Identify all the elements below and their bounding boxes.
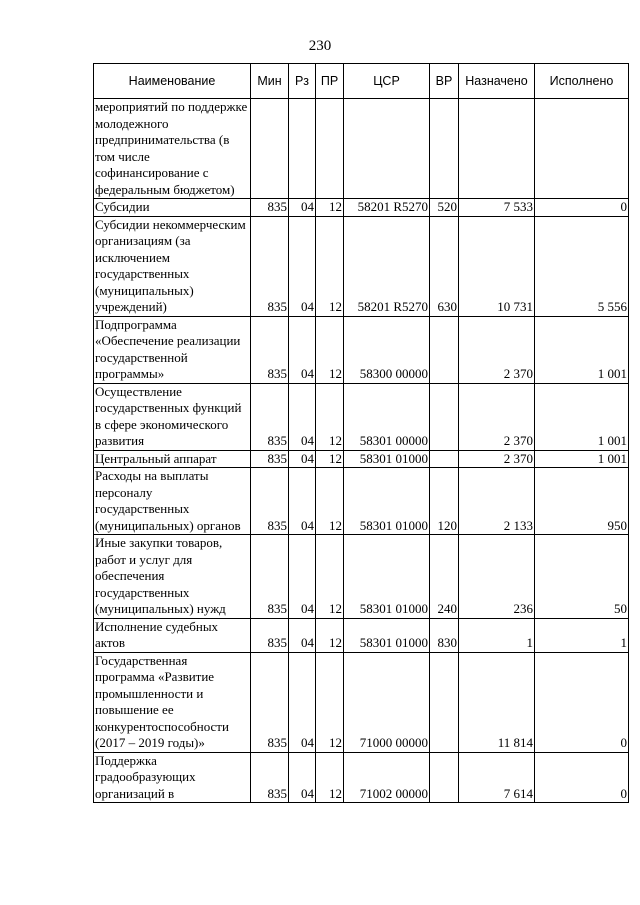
cell-rz: 04 [289, 450, 316, 468]
header-csr: ЦСР [344, 64, 430, 99]
cell-rz: 04 [289, 652, 316, 752]
cell-min: 835 [251, 618, 289, 652]
cell-ispolneno: 950 [535, 468, 629, 535]
table-header [94, 64, 629, 99]
header-naznacheno: Назначено [459, 64, 535, 99]
cell-vr: 830 [430, 618, 459, 652]
cell-ispolneno: 5 556 [535, 216, 629, 316]
table-row [94, 99, 629, 199]
cell-naznacheno: 2 370 [459, 450, 535, 468]
table-row [94, 199, 629, 217]
budget-table [93, 63, 629, 803]
cell-min: 835 [251, 199, 289, 217]
cell-ispolneno: 0 [535, 199, 629, 217]
header-row [94, 64, 629, 99]
cell-pr: 12 [316, 383, 344, 450]
cell-name: Исполнение судебных актов [94, 618, 251, 652]
table-body [94, 99, 629, 803]
cell-vr: 630 [430, 216, 459, 316]
cell-vr: 520 [430, 199, 459, 217]
cell-min: 835 [251, 652, 289, 752]
cell-ispolneno: 1 [535, 618, 629, 652]
cell-csr: 58301 01000 [344, 450, 430, 468]
cell-name: Поддержка градообразующих организаций в [94, 752, 251, 803]
table-row [94, 752, 629, 803]
table-row [94, 450, 629, 468]
cell-naznacheno: 2 133 [459, 468, 535, 535]
header-ispolneno: Исполнено [535, 64, 629, 99]
cell-ispolneno: 1 001 [535, 383, 629, 450]
cell-min: 835 [251, 752, 289, 803]
cell-pr [316, 99, 344, 199]
cell-csr: 71002 00000 [344, 752, 430, 803]
cell-pr: 12 [316, 316, 344, 383]
page-number: 230 [308, 38, 332, 54]
cell-vr [430, 450, 459, 468]
table-row [94, 535, 629, 619]
cell-vr: 120 [430, 468, 459, 535]
cell-name: мероприятий по поддержке молодежного предпринимательства (в том числе софинансирование с федеральным бюджетом) [94, 99, 251, 199]
cell-min [251, 99, 289, 199]
cell-pr: 12 [316, 752, 344, 803]
cell-rz: 04 [289, 216, 316, 316]
cell-name: Центральный аппарат [94, 450, 251, 468]
cell-csr: 58301 01000 [344, 618, 430, 652]
cell-naznacheno: 7 533 [459, 199, 535, 217]
cell-csr [344, 99, 430, 199]
cell-min: 835 [251, 316, 289, 383]
table-row [94, 316, 629, 383]
header-rz: Рз [289, 64, 316, 99]
cell-rz: 04 [289, 316, 316, 383]
cell-min: 835 [251, 383, 289, 450]
cell-ispolneno: 50 [535, 535, 629, 619]
cell-pr: 12 [316, 216, 344, 316]
cell-naznacheno: 2 370 [459, 316, 535, 383]
cell-naznacheno: 7 614 [459, 752, 535, 803]
cell-rz: 04 [289, 618, 316, 652]
cell-min: 835 [251, 535, 289, 619]
cell-rz [289, 99, 316, 199]
cell-name: Осуществление государственных функций в сфере экономического развития [94, 383, 251, 450]
cell-naznacheno: 10 731 [459, 216, 535, 316]
cell-vr: 240 [430, 535, 459, 619]
cell-min: 835 [251, 450, 289, 468]
header-name: Наименование [94, 64, 251, 99]
cell-csr: 58301 01000 [344, 468, 430, 535]
cell-csr: 71000 00000 [344, 652, 430, 752]
cell-ispolneno: 0 [535, 652, 629, 752]
cell-name: Расходы на выплаты персоналу государственных (муниципальных) органов [94, 468, 251, 535]
cell-min: 835 [251, 468, 289, 535]
cell-pr: 12 [316, 199, 344, 217]
cell-name: Государственная программа «Развитие промышленности и повышение ее конкурентоспособности (2017 – 2019 годы)» [94, 652, 251, 752]
header-pr: ПР [316, 64, 344, 99]
cell-pr: 12 [316, 468, 344, 535]
cell-naznacheno [459, 99, 535, 199]
cell-ispolneno: 1 001 [535, 450, 629, 468]
table-row [94, 652, 629, 752]
table-row [94, 216, 629, 316]
table-row [94, 468, 629, 535]
cell-vr [430, 99, 459, 199]
cell-pr: 12 [316, 652, 344, 752]
cell-name: Подпрограмма «Обеспечение реализации государственной программы» [94, 316, 251, 383]
cell-rz: 04 [289, 383, 316, 450]
header-min: Мин [251, 64, 289, 99]
cell-name: Субсидии некоммерческим организациям (за исключением государственных (муниципальных) учреждений) [94, 216, 251, 316]
cell-csr: 58301 00000 [344, 383, 430, 450]
cell-vr [430, 652, 459, 752]
cell-ispolneno [535, 99, 629, 199]
cell-vr [430, 383, 459, 450]
cell-naznacheno: 236 [459, 535, 535, 619]
table-row [94, 618, 629, 652]
cell-vr [430, 316, 459, 383]
cell-name: Субсидии [94, 199, 251, 217]
cell-csr: 58201 R5270 [344, 199, 430, 217]
cell-pr: 12 [316, 535, 344, 619]
cell-naznacheno: 11 814 [459, 652, 535, 752]
cell-rz: 04 [289, 468, 316, 535]
cell-vr [430, 752, 459, 803]
cell-naznacheno: 1 [459, 618, 535, 652]
cell-csr: 58300 00000 [344, 316, 430, 383]
table-row [94, 383, 629, 450]
cell-csr: 58201 R5270 [344, 216, 430, 316]
cell-rz: 04 [289, 199, 316, 217]
cell-rz: 04 [289, 535, 316, 619]
cell-csr: 58301 01000 [344, 535, 430, 619]
cell-rz: 04 [289, 752, 316, 803]
cell-name: Иные закупки товаров, работ и услуг для обеспечения государственных (муниципальных) нужд [94, 535, 251, 619]
cell-pr: 12 [316, 450, 344, 468]
cell-pr: 12 [316, 618, 344, 652]
cell-ispolneno: 0 [535, 752, 629, 803]
cell-ispolneno: 1 001 [535, 316, 629, 383]
cell-naznacheno: 2 370 [459, 383, 535, 450]
cell-min: 835 [251, 216, 289, 316]
header-vr: ВР [430, 64, 459, 99]
